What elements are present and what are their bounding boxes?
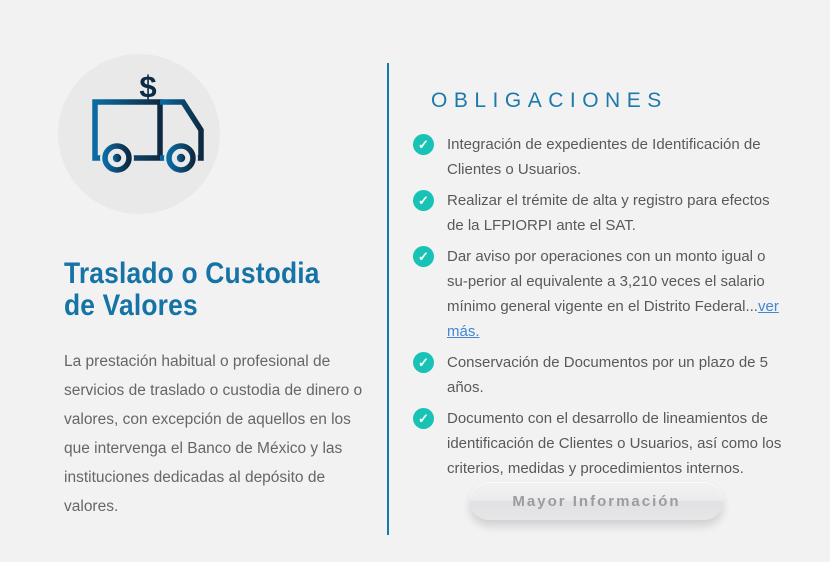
obligation-text-span: Conservación de Documentos por un plazo de 5 años.	[447, 354, 769, 396]
mayor-informacion-button[interactable]: Mayor Información	[470, 482, 723, 520]
obligation-item	[413, 406, 785, 481]
obligation-text-span: Integración de expedientes de Identificación de Clientes o Usuarios.	[447, 136, 761, 178]
obligation-text-span: Documento con el desarrollo de lineamientos de identificación de Clientes o Usuarios, así como los criterios, medidas y procedimientos internos.	[447, 410, 782, 477]
description-text: La prestación habitual o profesional de servicios de traslado o custodia de dinero o valores, con excepción de aquellos en los que intervenga el Banco de México y las instituciones dedicadas al depósito de valores.	[64, 352, 363, 515]
obligations-list	[413, 132, 785, 487]
obligation-item	[413, 244, 785, 344]
obligations-heading: OBLIGACIONES	[431, 89, 668, 113]
obligation-text	[447, 132, 785, 182]
obligation-text	[447, 244, 785, 344]
ver-mas-link[interactable]: ver más.	[447, 298, 779, 340]
wheel-hub	[177, 154, 185, 162]
dollar-sign-icon: $	[139, 69, 157, 104]
check-icon: ✓	[413, 190, 434, 211]
page-title	[64, 258, 320, 322]
vertical-divider	[387, 63, 389, 535]
obligation-text	[447, 350, 785, 400]
check-icon: ✓	[413, 246, 434, 267]
obligation-item	[413, 132, 785, 182]
check-icon: ✓	[413, 352, 434, 373]
page-title-line1: Traslado o Custodia	[64, 257, 320, 291]
obligation-text-span: Realizar el trémite de alta y registro para efectos de la LFPIORPI ante el SAT.	[447, 192, 770, 234]
obligation-text	[447, 188, 785, 238]
obligation-text-span: Dar aviso por operaciones con un monto igual o su-perior al equivalente a 3,210 veces el salario mínimo general vigente en el Distrito Federal...	[447, 248, 766, 315]
page-title-line2: de Valores	[64, 289, 198, 323]
wheel-hub	[113, 154, 121, 162]
money-van-icon	[85, 57, 235, 179]
check-icon: ✓	[413, 408, 434, 429]
obligation-text	[447, 406, 785, 481]
obligation-item	[413, 350, 785, 400]
check-icon: ✓	[413, 134, 434, 155]
obligation-item	[413, 188, 785, 238]
